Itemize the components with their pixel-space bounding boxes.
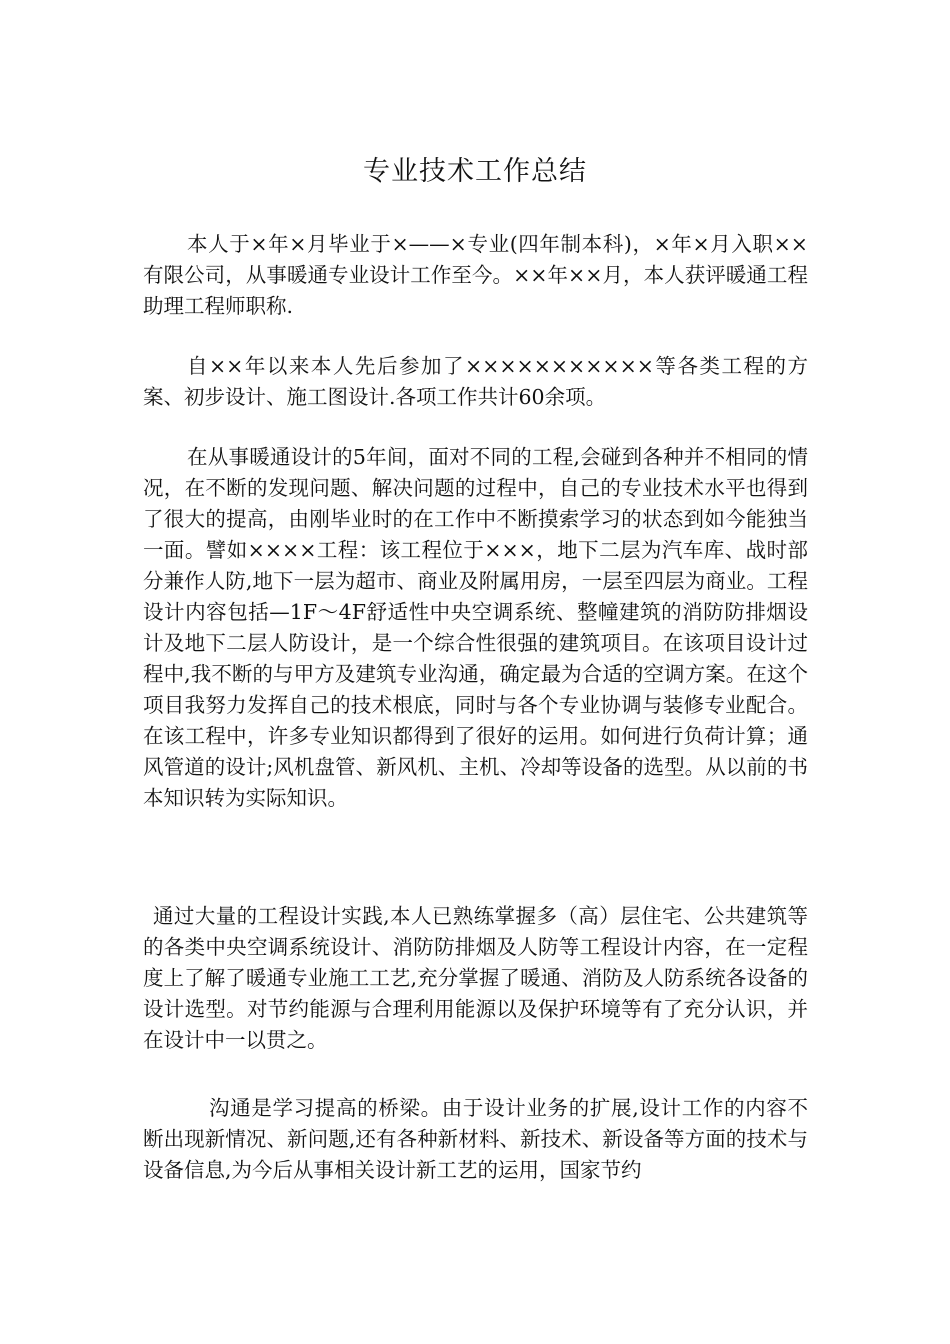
paragraph-projects: 自××年以来本人先后参加了×××××××××××等各类工程的方案、初步设计、施工图设计.各项工作共计60余项。 <box>143 354 808 409</box>
document-title: 专业技术工作总结 <box>363 156 587 187</box>
paragraph-graduation: 本人于×年×月毕业于×——×专业(四年制本科)，×年×月入职××有限公司，从事暖通专业设计工作至今。××年××月，本人获评暖通工程助理工程师职称. <box>143 232 808 318</box>
paragraph-experience: 在从事暖通设计的5年间，面对不同的工程,会碰到各种并不相同的情况，在不断的发现问题、解决问题的过程中，自己的专业技术水平也得到了很大的提高，由刚毕业时的在工作中不断摸索学习的状态到如今能独当一面。譬如××××工程：该工程位于×××，地下二层为汽车库、战时部分兼作人防,地下一层为超市、商业及附属用房，一层至四层为商业。工程设计内容包括—1F～4F舒适性中央空调系统、整幢建筑的消防防排烟设计及地下二层人防设计，是一个综合性很强的建筑项目。在该项目设计过程中,我不断的与甲方及建筑专业沟通，确定最为合适的空调方案。在这个项目我努力发挥自己的技术根底，同时与各个专业协调与装修专业配合。在该工程中，许多专业知识都得到了很好的运用。如何进行负荷计算；通风管道的设计;风机盘管、新风机、主机、冷却等设备的选型。从以前的书本知识转为实际知识。 <box>143 445 808 810</box>
paragraph-communication: 沟通是学习提高的桥梁。由于设计业务的扩展,设计工作的内容不断出现新情况、新问题,还有各种新材料、新技术、新设备等方面的技术与设备信息,为今后从事相关设计新工艺的运用，国家节约 <box>143 1096 808 1182</box>
paragraph-skills: 通过大量的工程设计实践,本人已熟练掌握多（高）层住宅、公共建筑等的各类中央空调系统设计、消防防排烟及人防等工程设计内容，在一定程度上了解了暖通专业施工工艺,充分掌握了暖通、消防及人防系统各设备的设计选型。对节约能源与合理利用能源以及保护环境等有了充分认识，并在设计中一以贯之。 <box>143 904 808 1052</box>
